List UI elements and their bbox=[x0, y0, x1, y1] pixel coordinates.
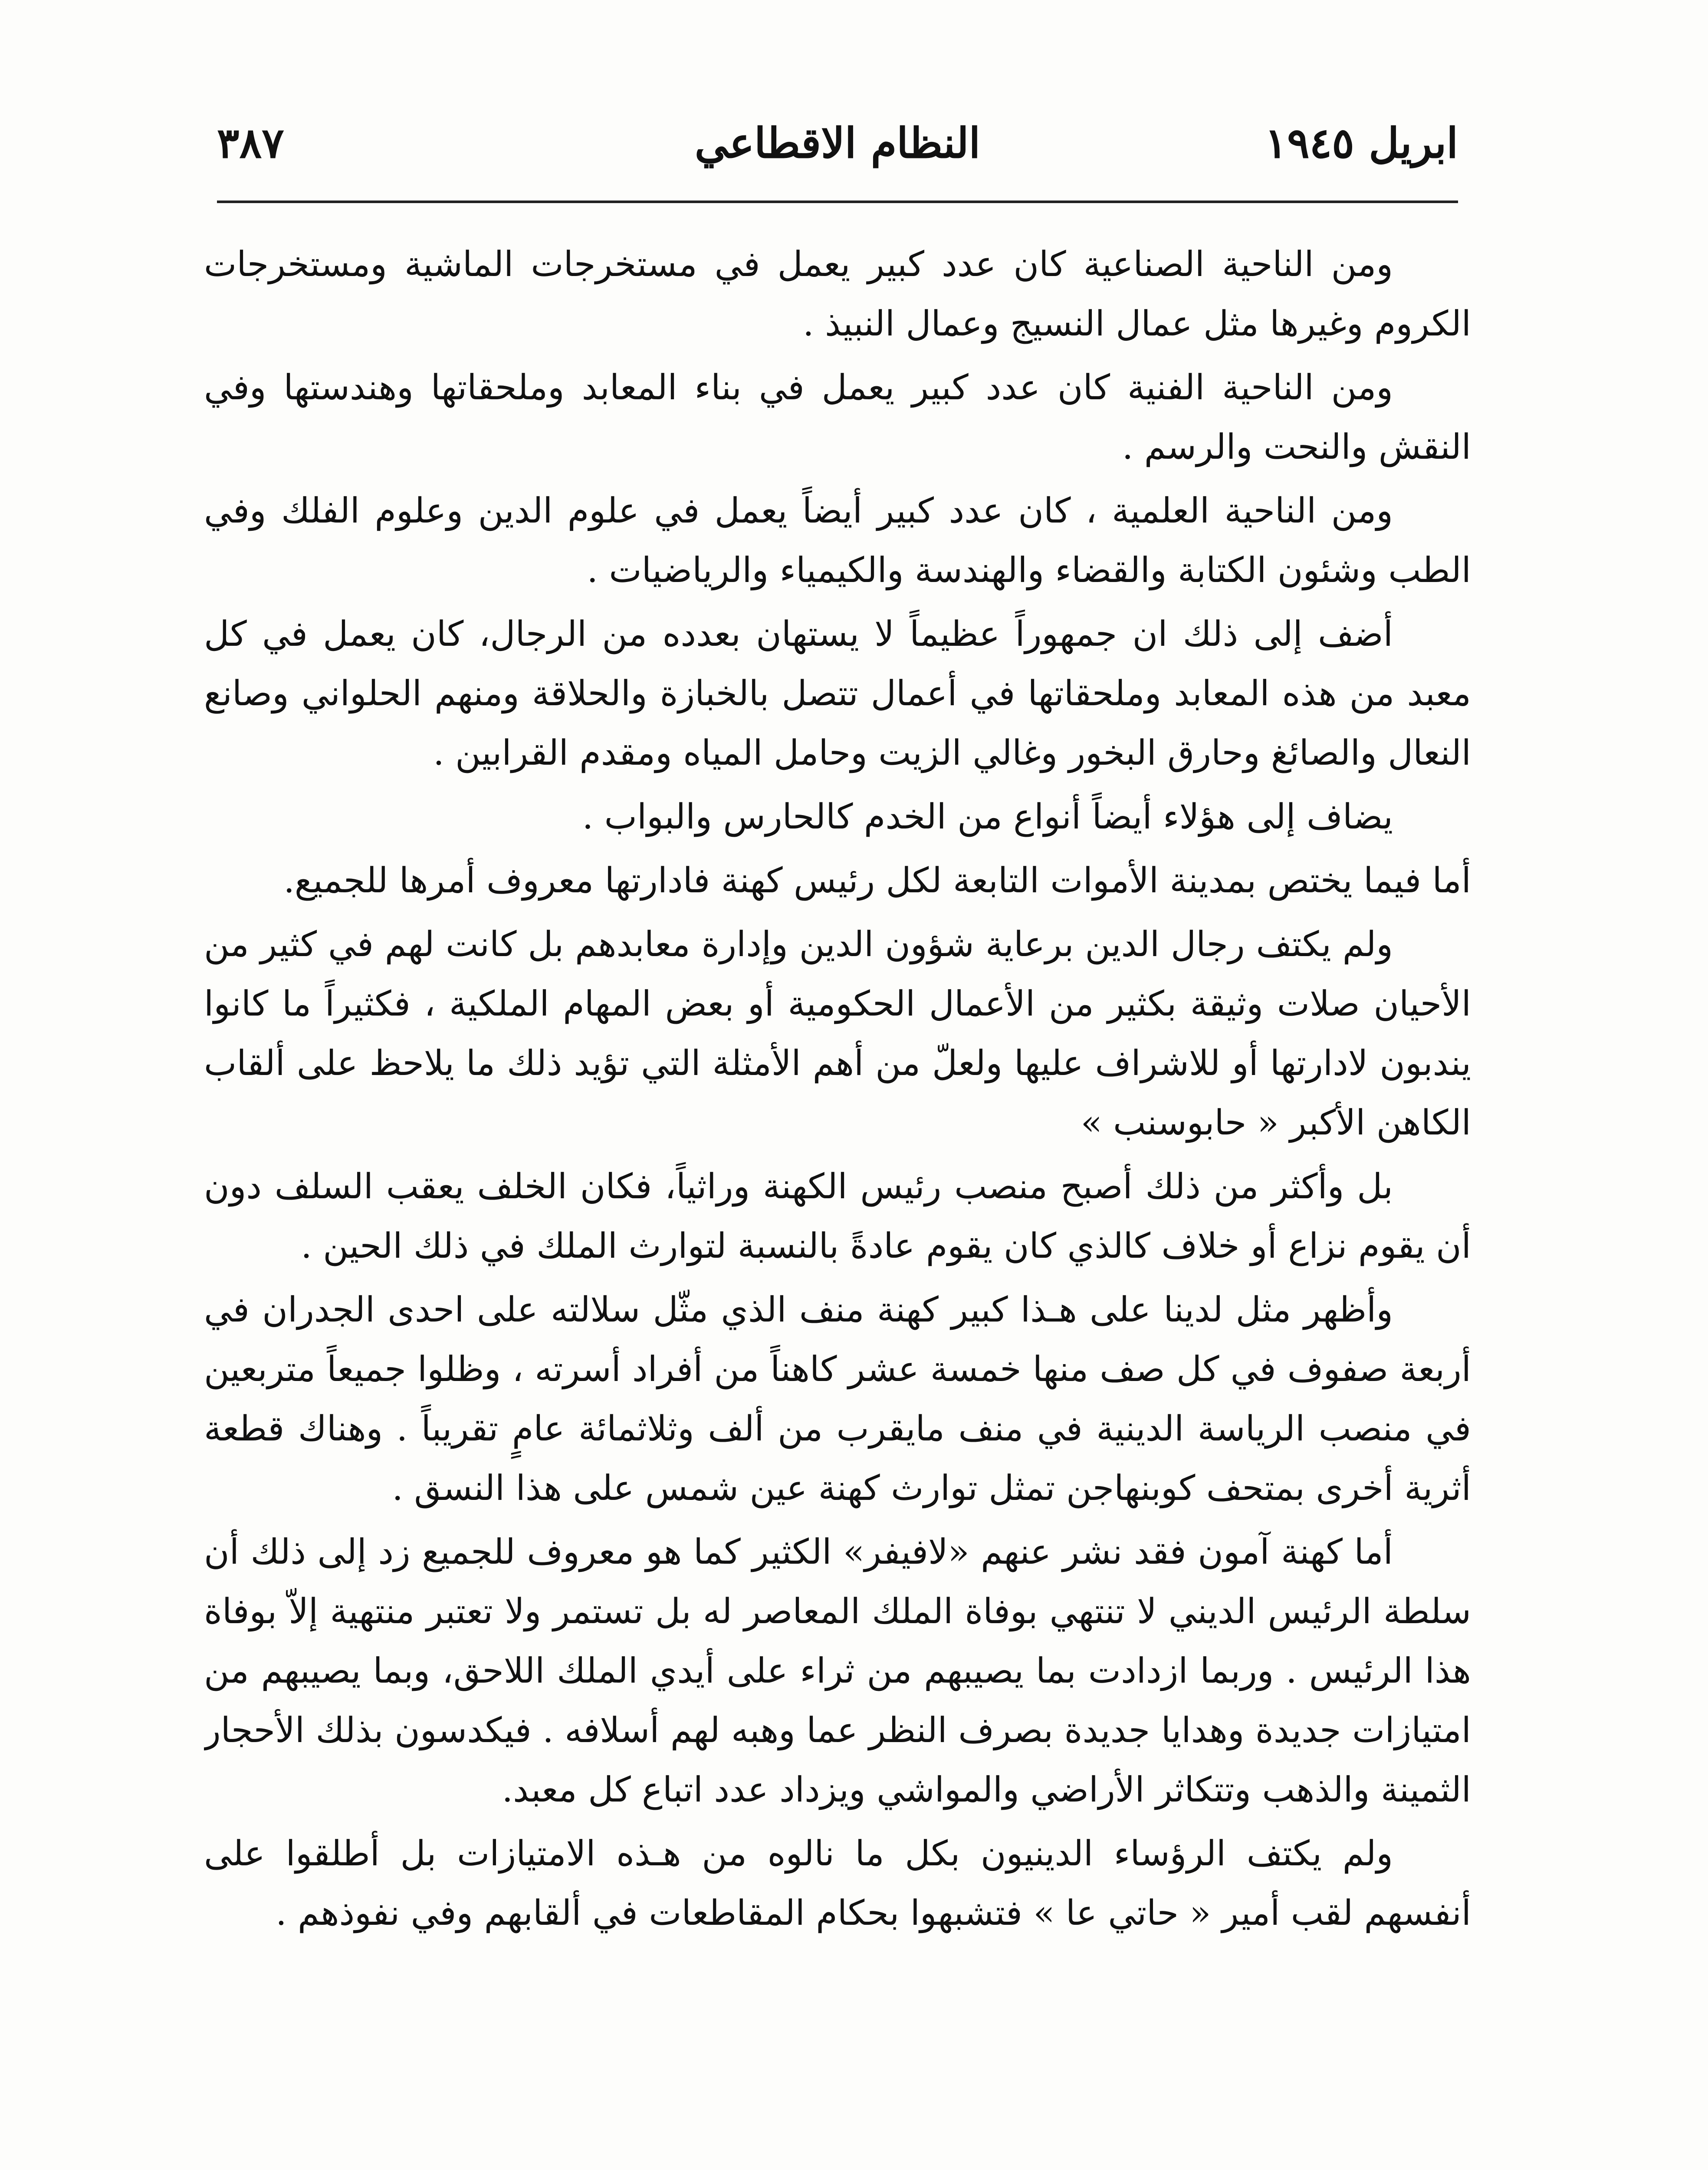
paragraph: ولم يكتف الرؤساء الدينيون بكل ما نالوه من هـذه الامتيازات بل أطلقوا على أنفسهم لقب أمير « حاتي عا » فتشبهوا بحكام المقاطعات في ألقابهم وفي نفوذهم . bbox=[204, 1833, 1471, 1933]
header-divider bbox=[217, 201, 1458, 203]
issue-date: ابريل ١٩٤٥ bbox=[1265, 118, 1458, 168]
paragraph: أما كهنة آمون فقد نشر عنهم «لافيفر» الكثير كما هو معروف للجميع زد إلى ذلك أن سلطة الرئيس الديني لا تنتهي بوفاة الملك المعاصر له بل تستمر ولا تعتبر منتهية إلاّ بوفاة هذا الرئيس . وربما ازدادت بما يصيبهم من ثراء على أيدي الملك اللاحق، وبما يصيبهم من امتيازات جديدة وهدايا جديدة بصرف النظر عما وهبه لهم أسلافه . فيكدسون بذلك الأحجار الثمينة والذهب وتتكاثر الأراضي والمواشي ويزداد عدد اتباع كل معبد. bbox=[204, 1532, 1471, 1810]
paragraph: وأظهر مثل لدينا على هـذا كبير كهنة منف الذي مثّل سلالته على احدى الجدران في أربعة صفوف في كل صف منها خمسة عشر كاهناً من أفراد أسرته ، وظلوا جميعاً متربعين في منصب الرياسة الدينية في منف مايقرب من ألف وثلاثمائة عامٍ تقريباً . وهناك قطعة أثرية أخرى بمتحف كوبنهاجن تمثل توارث كهنة عين شمس على هذا النسق . bbox=[204, 1289, 1471, 1508]
paragraph: ومن الناحية الصناعية كان عدد كبير يعمل في مستخرجات الماشية ومستخرجات الكروم وغيرها مثل عمال النسيج وعمال النبيذ . bbox=[204, 244, 1471, 344]
paragraph: أما فيما يختص بمدينة الأموات التابعة لكل رئيس كهنة فادارتها معروف أمرها للجميع. bbox=[283, 860, 1471, 901]
paragraph: يضاف إلى هؤلاء أيضاً أنواع من الخدم كالحارس والبواب . bbox=[582, 796, 1393, 837]
running-title: النظام الاقطاعي bbox=[694, 118, 981, 168]
article-body bbox=[204, 234, 1471, 2170]
paragraph: ومن الناحية الفنية كان عدد كبير يعمل في بناء المعابد وملحقاتها وهندستها وفي النقش والنحت والرسم . bbox=[204, 367, 1471, 467]
paragraph: بل وأكثر من ذلك أصبح منصب رئيس الكهنة وراثياً، فكان الخلف يعقب السلف دون أن يقوم نزاع أو خلاف كالذي كان يقوم عادةً بالنسبة لتوارث الملك في ذلك الحين . bbox=[204, 1166, 1471, 1266]
page-header bbox=[217, 108, 1458, 187]
paragraph: ولم يكتف رجال الدين برعاية شؤون الدين وإدارة معابدهم بل كانت لهم في كثير من الأحيان صلات وثيقة بكثير من الأعمال الحكومية أو بعض المهام الملكية ، فكثيراً ما كانوا يندبون لادارتها أو للاشراف عليها ولعلّ من أهم الأمثلة التي تؤيد ذلك ما يلاحظ على ألقاب الكاهن الأكبر « حابوسنب » bbox=[204, 924, 1471, 1143]
paragraph: ومن الناحية العلمية ، كان عدد كبير أيضاً يعمل في علوم الدين وعلوم الفلك وفي الطب وشئون الكتابة والقضاء والهندسة والكيمياء والرياضيات . bbox=[204, 490, 1471, 590]
paragraph: أضف إلى ذلك ان جمهوراً عظيماً لا يستهان بعدده من الرجال، كان يعمل في كل معبد من هذه المعابد وملحقاتها في أعمال تتصل بالخبازة والحلاقة ومنهم الحلواني وصانع النعال والصائغ وحارق البخور وغالي الزيت وحامل المياه ومقدم القرابين . bbox=[204, 614, 1471, 773]
page-number: ٣٨٧ bbox=[217, 118, 284, 168]
